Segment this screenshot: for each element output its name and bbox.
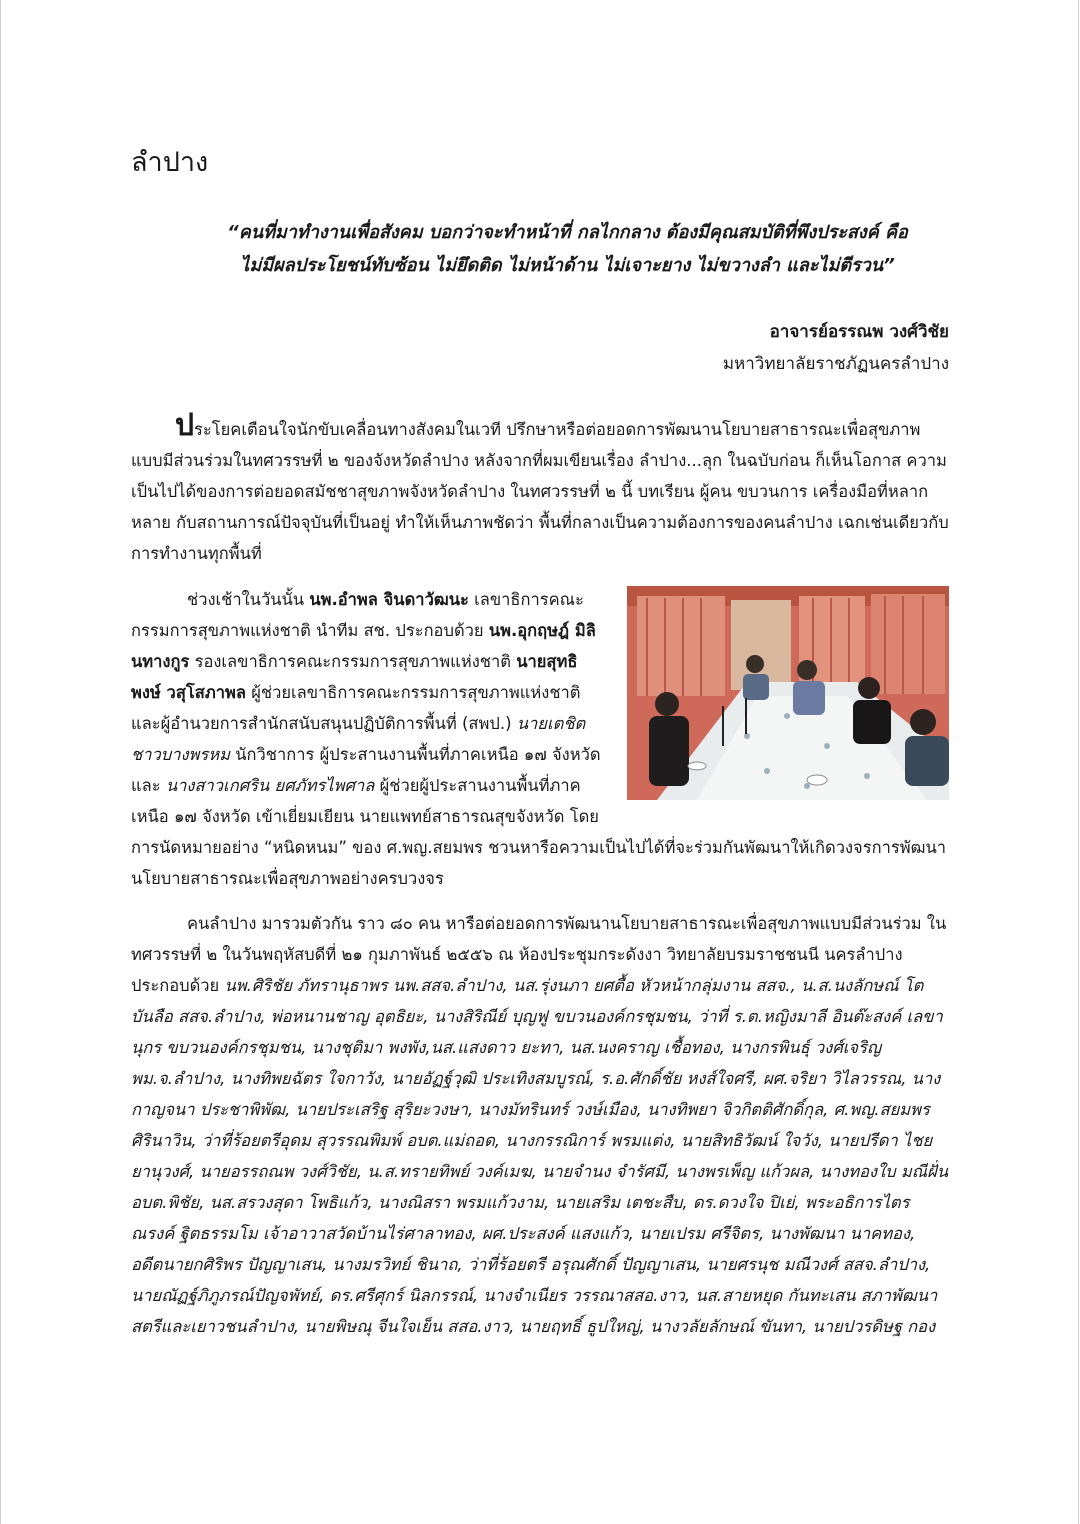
person-name-bold: นายสุทธิพงษ์ วสุโสภาพล <box>131 652 578 702</box>
paragraph-1 <box>131 408 949 569</box>
text-run: ผู้ช่วยเลขาธิการคณะกรรมการสุขภาพแห่งชาติ และผู้อำนวยการสำนักสนับสนุนปฏิบัติการพื้นที่ (สพป.) <box>131 683 581 733</box>
opening-quote <box>200 216 935 282</box>
drop-cap: ป <box>175 408 195 443</box>
person-name-bold: นพ.อุกฤษฎ์ มิลินทางกูร <box>131 621 596 671</box>
text-run: นักวิชาการ ผู้ประสานงานพื้นที่ภาคเหนือ ๑๗ จังหวัด และ <box>131 745 601 795</box>
person-name-bold: นพ.อำพล จินดาวัฒนะ <box>309 590 469 609</box>
text-run: เลขาธิการคณะกรรมการสุขภาพแห่งชาติ นำทีม สช. ประกอบด้วย <box>131 590 584 640</box>
text-run: ช่วงเช้าในวันนั้น <box>187 590 310 609</box>
paragraph-3 <box>131 908 949 1342</box>
text-run: ผู้ช่วยผู้ประสานงานพื้นที่ภาคเหนือ ๑๗ จังหวัด เข้าเยี่ยมเยียน นายแพทย์สาธารณสุขจังหวัด โดยการนัดหมายอย่าง “หนิดหนม” ของ ศ.พญ.สยมพร ชวนหารือความเป็นไปได้ที่จะร่วมกันพัฒนาให้เกิดวงจรการพัฒนานโยบายสาธารณะเพื่อสุขภาพอย่างครบวงจร <box>131 776 947 888</box>
paragraph-1-text: ระโยคเตือนใจนักขับเคลื่อนทางสังคมในเวที ปรึกษาหรือต่อยอดการพัฒนานโยบายสาธารณะเพื่อสุขภาพแบบมีส่วนร่วมในทศวรรษที่ ๒ ของจังหวัดลำปาง หลังจากที่ผมเขียนเรื่อง ลำปาง...ลุก ในฉบับก่อน ก็เห็นโอกาส ความเป็นไปได้ของการต่อยอดสมัชชาสุขภาพจังหวัดลำปาง ในทศวรรษที่ ๒ นี้ บทเรียน ผู้คน ขบวนการ เครื่องมือที่หลากหลาย กับสถานการณ์ปัจจุบันที่เป็นอยู่ ทำให้เห็นภาพชัดว่า พื้นที่กลางเป็นความต้องการของคนลำปาง เฉกเช่นเดียวกับการทำงานทุกพื้นที่ <box>131 420 949 563</box>
person-name-italic: นายเตชิต ชาวบางพรหม <box>131 714 586 764</box>
author-affiliation: มหาวิทยาลัยราชภัฏนครลำปาง <box>722 354 949 374</box>
quote-line-1: “คนที่มาทำงานเพื่อสังคม บอกว่าจะทำหน้าที่ กลไกกลาง ต้องมีคุณสมบัติที่พึงประสงค์ คือ <box>227 222 908 243</box>
paragraph-2 <box>131 584 949 894</box>
author-name: อาจารย์อรรณพ วงศ์วิชัย <box>769 322 949 342</box>
quote-line-2: ไม่มีผลประโยชน์ทับซ้อน ไม่ยึดติด ไม่หน้าด้าน ไม่เจาะยาง ไม่ขวางลำ และไม่ตีรวน” <box>240 255 895 276</box>
person-name-italic: นางสาวเกศริน ยศภัทรไพศาล <box>165 776 375 795</box>
text-run: คนลำปาง มารวมตัวกัน ราว ๘๐ คน หารือต่อยอดการพัฒนานโยบายสาธารณะเพื่อสุขภาพแบบมีส่วนร่วม ในทศวรรษที่ ๒ ในวันพฤหัสบดีที่ ๒๑ กุมภาพันธ์ ๒๕๕๖ ณ ห้องประชุมกระดังงา วิทยาลัยบรมราชชนนี นครลำปาง ประกอบด้วย <box>131 914 947 995</box>
text-run: รองเลขาธิการคณะกรรมการสุขภาพแห่งชาติ <box>189 652 517 671</box>
meeting-photo <box>627 586 949 800</box>
attendee-list: นพ.ศิริชัย ภัทรานุธาพร นพ.สสจ.ลำปาง, นส.รุ่งนภา ยศตื้อ หัวหน้ากลุ่มงาน สสจ., น.ส.นงลักษณ์ โตบันลือ สสจ.ลำปาง, พ่อหนานชาญ อุตธิยะ, นางสิริณีย์ บุญฟู ขบวนองค์กรชุมชน, ว่าที่ ร.ต.หญิงมาลี อินต๊ะสงค์ เลขานุกร ขบวนองค์กรชุมชน, นางชุติมา พงพัง,นส.แสงดาว ยะทา, นส.นงคราญ เชื้อทอง, นางกรพินธุ์ วงศ์เจริญ พม.จ.ลำปาง, นางทิพยฉัตร ใจกาวัง, นายอัฏฐ์วุฒิ ประเทิงสมบูรณ์, ร.อ.ศักดิ์ชัย หงส์ใจศรี, ผศ.จริยา วิไลวรรณ, นางกาญจนา ประชาพิพัฒ, นายประเสริฐ สุริยะวงษา, นางมัทรินทร์ วงษ์เมือง, นางทิพยา จิวกิตติศักดิ์กุล, ศ.พญ.สยมพร ศิรินาวิน, ว่าที่ร้อยตรีอุดม สุวรรณพิมพ์ อบต.แม่ถอด, นางกรรณิการ์ พรมแต่ง, นายสิทธิวัฒน์ ใจวัง, นายปรีดา ไชยยานุวงศ์, นายอรรถณพ วงศ์วิชัย, น.ส.ทรายทิพย์ วงค์เมฆ, นายจำนง จำรัศมี, นางพรเพ็ญ แก้วผล, นางทองใบ มณีฝั่น อบต.พิชัย, นส.สรวงสุดา โพธิแก้ว, นางณิสรา พรมแก้วงาม, นายเสริม เตชะสืบ, ดร.ดวงใจ ปิเย่, พระอธิการไตรณรงค์ ฐิตธรรมโม เจ้าอาวาสวัดบ้านไร่ศาลาทอง, ผศ.ประสงค์ แสงแก้ว, นายเปรม ศรีจิตร, นางพัฒนา นาคทอง, อดีตนายกศิริพร ปัญญาเสน, นางมรวิทย์ ชินาถ, ว่าที่ร้อยตรี อรุณศักดิ์ ปัญญาเสน, นายศรนุช มณีวงศ์ สสจ.ลำปาง, นายณัฏฐ์ภิภูภรณ์ปัญจพัทย์, ดร.ศรีศุกร์ นิลกรรณ์, นางจำเนียร วรรณาสสอ.งาว, นส.สายหยุด กันทะเสน สภาพัฒนาสตรีและเยาวชนลำปาง, นายพิษณุ จีนใจเย็น สสอ.งาว, นายฤทธิ์ ธูปใหญ่, นางวลัยลักษณ์ ขันทา, นายปวรดิษฐ กอง <box>131 976 948 1336</box>
page-heading: ลำปาง <box>131 147 209 178</box>
